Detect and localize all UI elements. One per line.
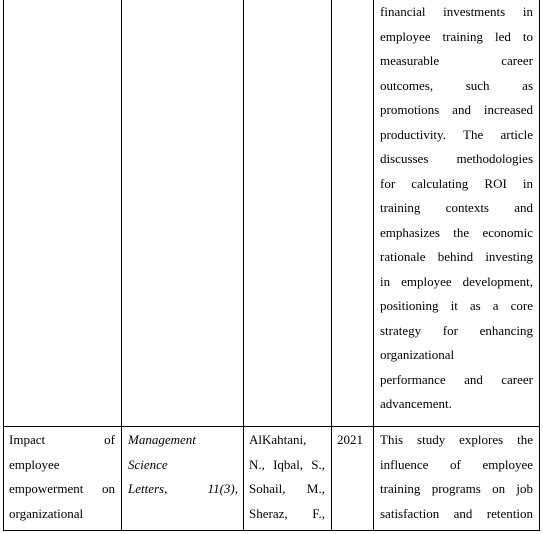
table-border-right <box>539 0 540 531</box>
column-divider-1 <box>121 0 122 531</box>
title-line: empowerment on <box>9 481 115 496</box>
summary-line: discusses methodologies <box>380 151 533 166</box>
journal-line: Science <box>128 456 168 472</box>
title-line: employee <box>9 456 60 472</box>
summary-line: rationale behind investing <box>380 249 533 264</box>
summary-line: training programs on job <box>380 481 533 496</box>
summary-line: performance and career <box>380 371 533 387</box>
summary-line: strategy for enhancing <box>380 322 533 338</box>
summary-line: influence of employee <box>380 456 533 472</box>
table-bottom-border <box>3 530 540 531</box>
title-line: Impact of <box>9 432 115 447</box>
title-line: organizational <box>9 505 84 521</box>
summary-line: in employee development, <box>380 273 533 289</box>
summary-line: This study explores the <box>380 432 533 447</box>
table-border-left <box>3 0 4 531</box>
author-line: Sohail, M., <box>249 481 325 496</box>
row1-summary-cell <box>380 0 533 417</box>
summary-line: positioning it as a core <box>380 298 533 313</box>
column-divider-4 <box>373 0 374 531</box>
journal-line: Letters, 11(3), <box>128 481 238 496</box>
summary-line: organizational <box>380 347 455 362</box>
row2-journal-cell <box>128 428 238 502</box>
summary-line: promotions and increased <box>380 102 533 117</box>
row2-year-cell <box>337 428 369 453</box>
summary-line: advancement. <box>380 396 452 411</box>
author-line: N., Iqbal, S., <box>249 456 325 472</box>
summary-line: productivity. The article <box>380 126 533 142</box>
author-line: AlKahtani, <box>249 432 307 447</box>
column-divider-3 <box>331 0 332 531</box>
year-value: 2021 <box>337 432 363 447</box>
summary-line: financial investments in <box>380 4 533 19</box>
column-divider-2 <box>243 0 244 531</box>
summary-line: measurable career <box>380 53 533 68</box>
summary-line: satisfaction and retention <box>380 505 533 521</box>
row-divider <box>3 426 540 427</box>
summary-line: emphasizes the economic <box>380 224 533 240</box>
row2-authors-cell <box>249 428 325 526</box>
summary-line: for calculating ROI in <box>380 175 533 191</box>
journal-line: Management <box>128 432 196 447</box>
author-line: Sheraz, F., <box>249 505 325 521</box>
row2-summary-cell <box>380 428 533 526</box>
row2-title-cell <box>9 428 115 526</box>
summary-line: outcomes, such as <box>380 77 533 93</box>
summary-line: training contexts and <box>380 200 533 215</box>
summary-line: employee training led to <box>380 28 533 44</box>
